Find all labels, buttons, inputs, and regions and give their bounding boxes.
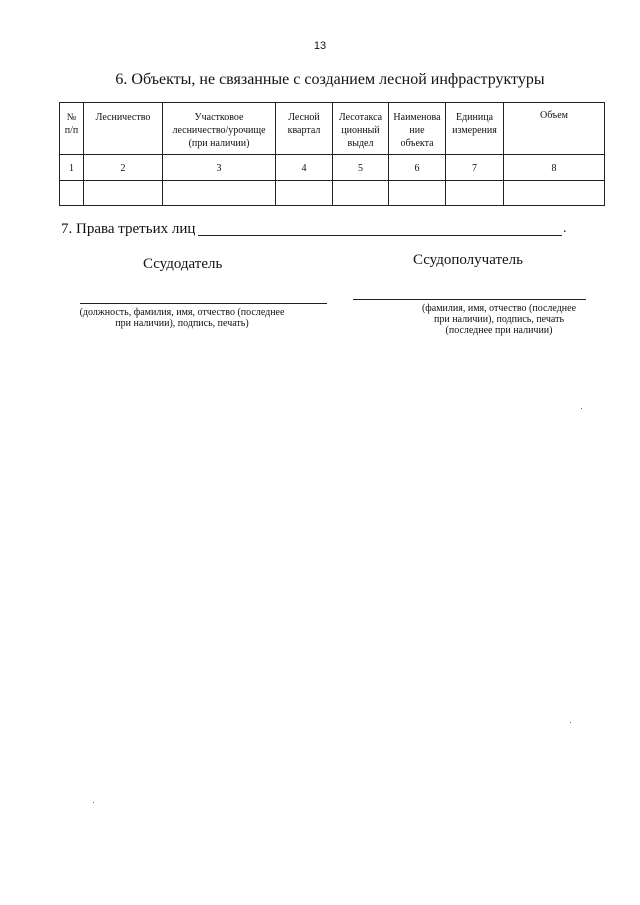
lender-signature-line <box>80 303 327 304</box>
table-cell: 8 <box>504 155 605 181</box>
table-header-row <box>60 103 605 155</box>
col-header-district-forestry: Участковое лесничество/урочище (при наличии) <box>163 103 276 155</box>
table-cell <box>333 181 389 206</box>
column-number-row <box>60 155 605 181</box>
borrower-title: Ссудополучатель <box>413 252 524 268</box>
section-6-title: 6. Объекты, не связанные с созданием лесной инфраструктуры <box>115 71 545 88</box>
lender-title: Ссудодатель <box>143 256 223 272</box>
table-cell <box>163 181 276 206</box>
table-cell <box>84 181 163 206</box>
table-cell: 2 <box>84 155 163 181</box>
col-header-number: № п/п <box>60 103 84 155</box>
scan-speck <box>570 722 571 723</box>
table-cell: 5 <box>333 155 389 181</box>
page-number: 13 <box>313 40 327 52</box>
borrower-signature-caption: (фамилия, имя, отчество (последнее при наличии), подпись, печать (последнее при наличии) <box>421 303 577 336</box>
col-header-volume: Объем <box>504 103 605 155</box>
borrower-signature-line <box>353 299 586 300</box>
col-header-unit: Единица измерения <box>446 103 504 155</box>
table-cell <box>60 181 84 206</box>
scan-speck <box>93 802 94 803</box>
objects-table <box>59 102 605 206</box>
table-cell: 7 <box>446 155 504 181</box>
col-header-object-name: Наименова ние объекта <box>389 103 446 155</box>
lender-signature-caption: (должность, фамилия, имя, отчество (последнее при наличии), подпись, печать) <box>79 307 285 329</box>
table-cell <box>504 181 605 206</box>
col-header-forest-quarter: Лесной квартал <box>276 103 333 155</box>
section-7-end-mark: . <box>563 221 567 236</box>
table-cell <box>276 181 333 206</box>
third-party-rights-blank-line <box>198 235 562 236</box>
col-header-taxation-unit: Лесотакса ционный выдел <box>333 103 389 155</box>
table-cell: 1 <box>60 155 84 181</box>
section-7-label: 7. Права третьих лиц <box>61 221 196 237</box>
table-cell <box>446 181 504 206</box>
scan-speck <box>581 408 582 409</box>
table-cell <box>389 181 446 206</box>
col-header-forestry: Лесничество <box>84 103 163 155</box>
table-cell: 3 <box>163 155 276 181</box>
table-cell: 4 <box>276 155 333 181</box>
table-cell: 6 <box>389 155 446 181</box>
empty-table-row <box>60 181 605 206</box>
